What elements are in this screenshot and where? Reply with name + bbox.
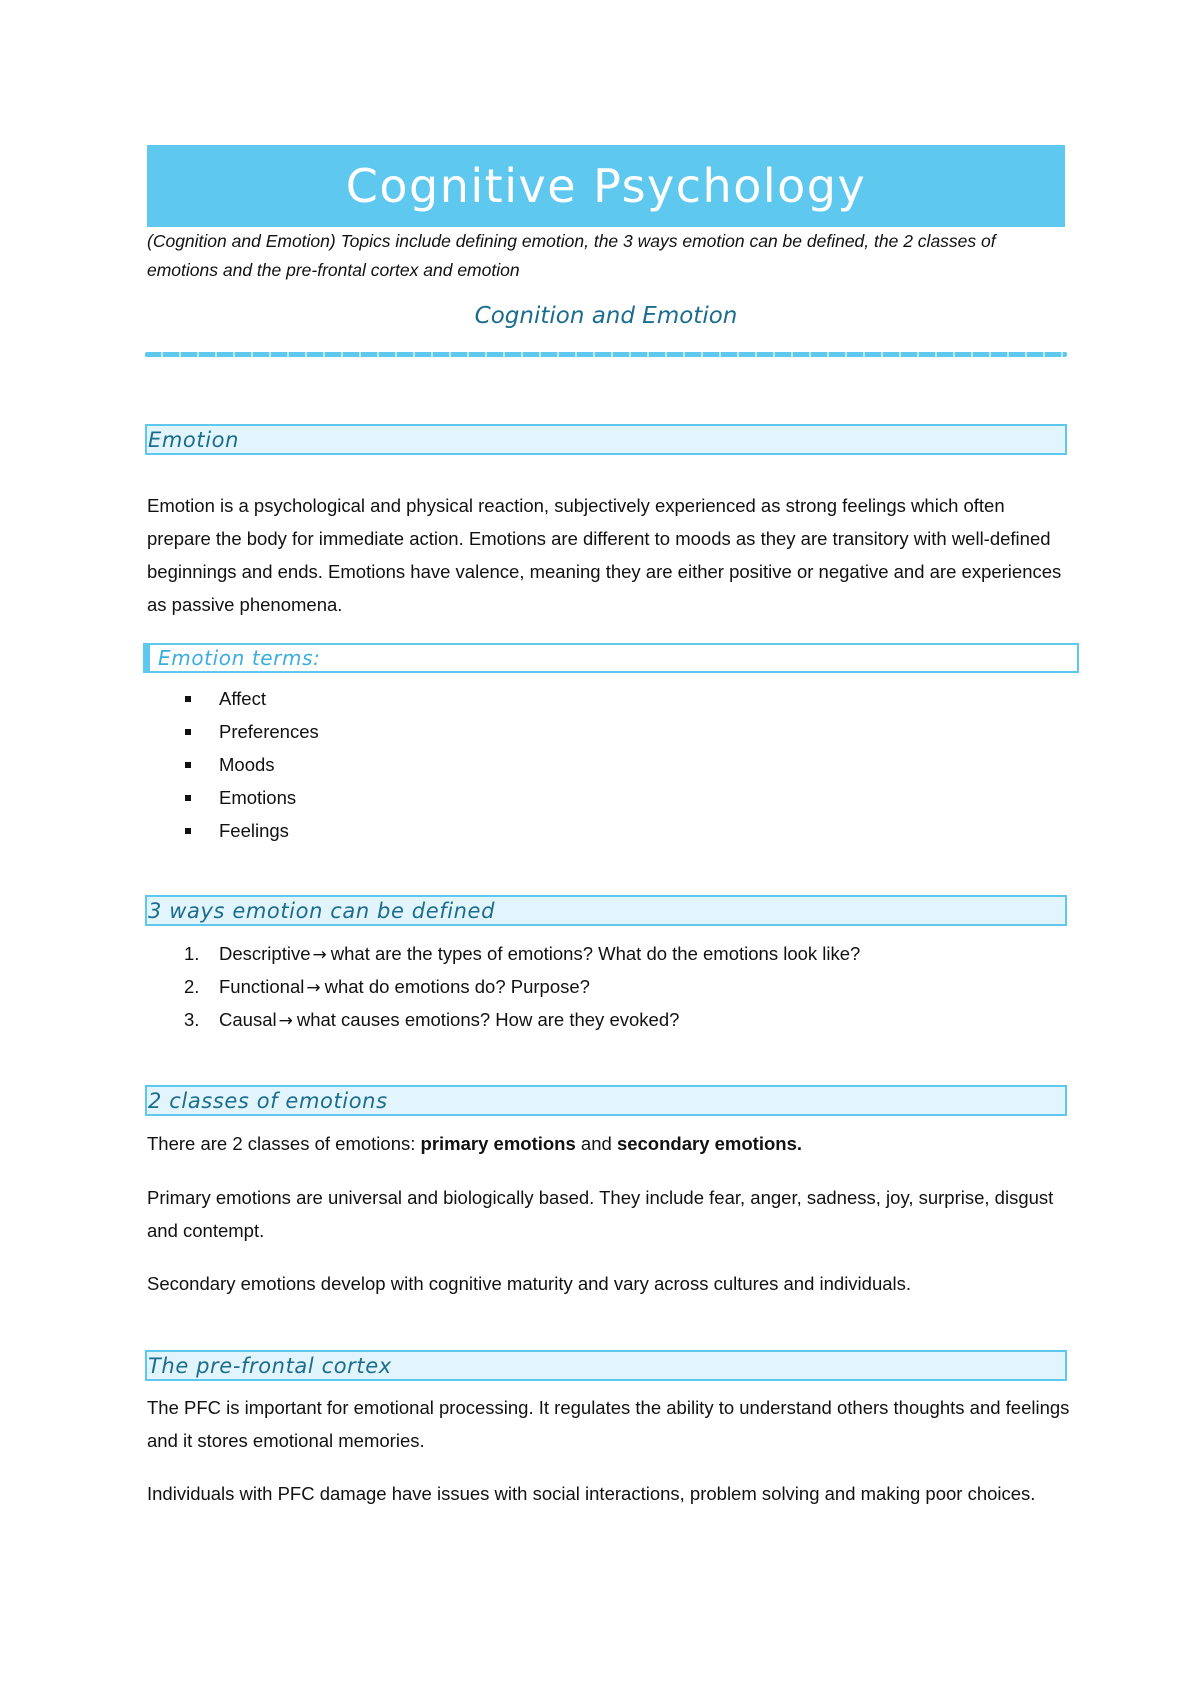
document-title: Cognitive Psychology [345,159,867,213]
arrow-right-icon: → [312,945,327,965]
list-item-text: Moods [219,754,275,775]
list-item-text: Affect [219,688,266,709]
list-item [147,715,319,748]
pfc-paragraph-2: Individuals with PFC damage have issues with social interactions, problem solving and making poor choices. [147,1483,1036,1504]
pfc-paragraph-1: The PFC is important for emotional processing. It regulates the ability to understand others thoughts and feelings and it stores emotional memories. [147,1397,1070,1451]
classes-intro [147,1127,1072,1160]
title-banner [147,145,1065,227]
list-number: 2. [184,976,200,997]
section-heading-label: 3 ways emotion can be defined [148,898,496,923]
arrow-right-icon: → [306,978,321,998]
subsection-heading-label: Emotion terms: [158,646,321,670]
list-item [147,748,319,781]
section-heading-emotion [145,424,1067,455]
section-heading-two-classes [145,1085,1067,1116]
emotion-paragraph: Emotion is a psychological and physical reaction, subjectively experienced as strong feelings which often prepare the body for immediate action. Emotions are different to moods as they are transitory with well-defined beginnings and ends. Emotions have valence, meaning they are either positive or negative and are experiences as passive phenomena. [147,495,1062,615]
list-desc: what causes emotions? How are they evoked? [296,1009,680,1030]
subsection-heading-emotion-terms [143,643,1079,673]
arrow-right-icon: → [278,1011,293,1031]
three-ways-list [147,937,860,1036]
list-item [147,970,860,1003]
section-heading-label: The pre-frontal cortex [148,1353,392,1378]
list-term: Functional [219,976,305,997]
list-item-text: Preferences [219,721,319,742]
list-desc: what are the types of emotions? What do the emotions look like? [330,943,861,964]
secondary-emotions-paragraph: Secondary emotions develop with cognitive maturity and vary across cultures and individuals. [147,1273,912,1294]
primary-emotions-term: primary emotions [420,1133,576,1154]
list-desc: what do emotions do? Purpose? [324,976,590,997]
list-item [147,1003,860,1036]
classes-intro-text: There are 2 classes of emotions: [147,1133,421,1154]
secondary-emotions-term: secondary emotions. [616,1133,802,1154]
list-item [147,937,860,970]
section-heading-label: Emotion [148,427,239,452]
classes-intro-and: and [575,1133,617,1154]
document-subheading: Cognition and Emotion [474,303,738,329]
document-subtitle: (Cognition and Emotion) Topics include defining emotion, the 3 ways emotion can be defined, the 2 classes of emotions and the pre-frontal cortex and emotion [147,231,996,280]
list-item [147,814,319,847]
list-term: Descriptive [219,943,311,964]
section-heading-label: 2 classes of emotions [148,1088,388,1113]
list-item-text: Emotions [219,787,297,808]
primary-emotions-paragraph: Primary emotions are universal and biologically based. They include fear, anger, sadness, joy, surprise, disgust and contempt. [147,1187,1054,1241]
list-item [147,682,319,715]
emotion-terms-list [147,682,319,847]
section-heading-pfc [145,1350,1067,1381]
list-item [147,781,319,814]
section-heading-three-ways [145,895,1067,926]
list-number: 1. [184,943,200,964]
list-item-text: Feelings [219,820,289,841]
dashed-divider [145,352,1067,357]
list-number: 3. [184,1009,200,1030]
list-term: Causal [219,1009,277,1030]
